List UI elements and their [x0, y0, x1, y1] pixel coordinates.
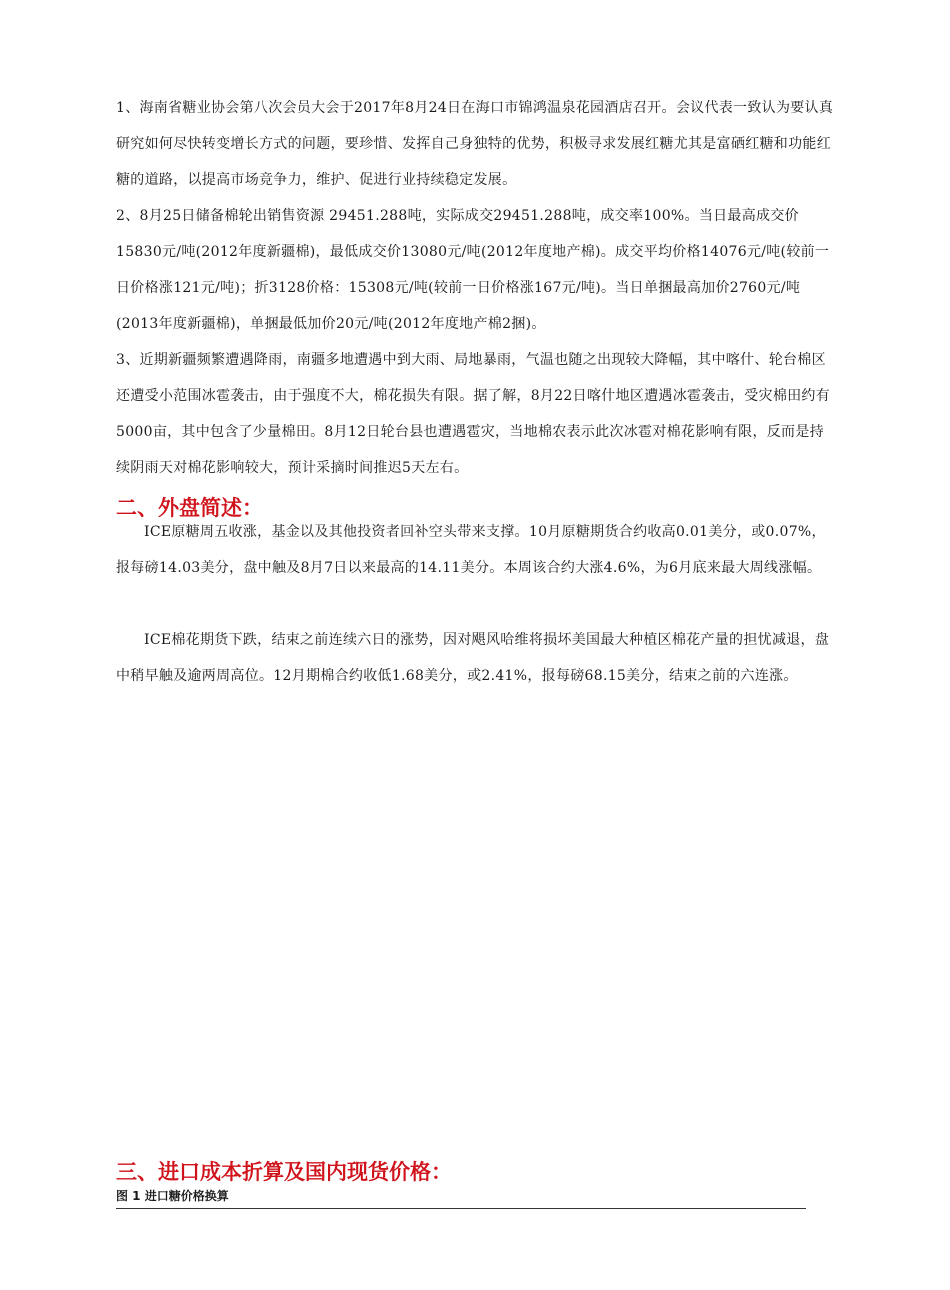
- news-item-3: 3、近期新疆频繁遭遇降雨，南疆多地遭遇中到大雨、局地暴雨，气温也随之出现较大降幅，其中喀什、轮台棉区还遭受小范围冰雹袭击，由于强度不大，棉花损失有限。据了解，8月22日喀什地区遭遇冰雹袭击，受灾棉田约有5000亩，其中包含了少量棉田。8月12日轮台县也遭遇雹灾，当地棉农表示此次冰雹对棉花影响有限，反而是持续阴雨天对棉花影响较大，预计采摘时间推迟5天左右。: [116, 352, 831, 476]
- news-item-1: 1、海南省糖业协会第八次会员大会于2017年8月24日在海口市锦鸿温泉花园酒店召开。会议代表一致认为要认真研究如何尽快转变增长方式的问题，要珍惜、发挥自己身独特的优势，积极寻求发展红糖尤其是富硒红糖和功能红糖的道路，以提高市场竞争力，维护、促进行业持续稳定发展。: [116, 100, 834, 188]
- caption-divider: [116, 1208, 806, 1209]
- overseas-cotton-paragraph: ICE棉花期货下跌，结束之前连续六日的涨势，因对飓风哈维将损坏美国最大种植区棉花产量的担忧减退，盘中稍早触及逾两周高位。12月期棉合约收低1.68美分，或2.41%，报每磅68.15美分，结束之前的六连涨。: [116, 632, 830, 684]
- section-heading-overseas: 二、外盘简述：: [116, 496, 263, 520]
- news-item-2: 2、8月25日储备棉轮出销售资源 29451.288吨，实际成交29451.288吨，成交率100%。当日最高成交价15830元/吨(2012年度新疆棉)，最低成交价13080元/吨(2012年度地产棉)。成交平均价格14076元/吨(较前一日价格涨121元/吨)；折3128价格：15308元/吨(较前一日价格涨167元/吨)。当日单捆最高加价2760元/吨(2013年度新疆棉)，单捆最低加价20元/吨(2012年度地产棉2捆)。: [116, 208, 830, 332]
- figure-caption: 图 1 进口糖价格换算: [116, 1189, 229, 1203]
- overseas-sugar-paragraph: ICE原糖周五收涨，基金以及其他投资者回补空头带来支撑。10月原糖期货合约收高0.01美分，或0.07%，报每磅14.03美分，盘中触及8月7日以来最高的14.11美分。本周该合约大涨4.6%，为6月底来最大周线涨幅。: [116, 524, 826, 576]
- section-heading-import-cost: 三、进口成本折算及国内现货价格：: [116, 1160, 452, 1184]
